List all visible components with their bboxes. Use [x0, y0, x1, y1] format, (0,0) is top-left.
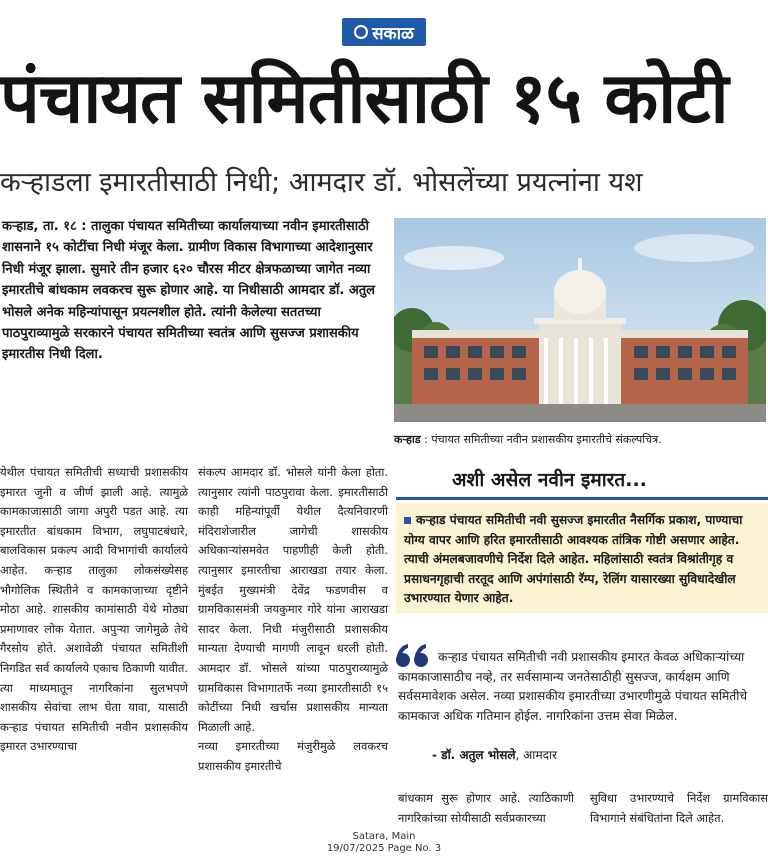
quote-text: [398, 648, 766, 748]
body-column-2: [198, 463, 388, 829]
logo-text: सकाळ: [372, 23, 414, 44]
body-column-3: [398, 789, 574, 831]
quote-author-title: , आमदार: [515, 748, 558, 762]
sidebar-text: कऱ्हाड पंचायत समितीची नवी सुसज्ज इमारतीत नैसर्गिक प्रकाश, पाण्याचा योग्य वापर आणि हरित इमारतीसाठी आवश्यक तांत्रिक गोष्टी असणार आहेत. त्याची अंमलबजावणीचे निर्देश दिले आहेत. महिलांसाठी स्वतंत्र विश्रांतीगृह व प्रसाधनगृहाची तरतूद आणि अपंगांसाठी रॅम्प, रेलिंग यासारख्या सुविधादेखील उभारण्यात येणार आहेत.: [404, 513, 743, 606]
footer-edition: Satara, Main: [352, 831, 416, 842]
logo-mark-icon: [354, 25, 368, 39]
building-rendering-photo: [394, 218, 766, 422]
bullet-square-icon: [404, 517, 411, 524]
quote-author: [432, 745, 732, 765]
body-text: संकल्प आमदार डॉ. भोसले यांनी केला होता. त्यानुसार त्यांनी पाठपुरावा केला. इमारतीसाठी काही महिन्यांपूर्वी येथील दैत्यनिवारणी मंदिराशेजारील जागेची शासकीय अधिकाऱ्यांसमवेत पाहणीही केली होती. त्यानुसार इमारतीचा आराखडा तयार केला. मुंबईत मुख्यमंत्री देवेंद्र फडणवीस व ग्रामविकासमंत्री जयकुमार गोरे यांना आराखडा सादर केला. निधी मंजुरीसाठी प्रशासकीय मान्यता देण्याची मागणी लावून धरली होती. आमदार डॉ. भोसले यांच्या पाठपुराव्यामुळे ग्रामविकास विभागातर्फे नव्या इमारतीसाठी १५ कोटींच्या निधी खर्चास प्रशासकीय मान्यता मिळाली आहे.: [198, 465, 388, 734]
body-column-4: [590, 789, 768, 831]
sidebar-title: अशी असेल नवीन इमारत...: [452, 469, 647, 491]
sidebar-divider: [396, 497, 768, 500]
lead-text: कऱ्हाड, ता. १८ : तालुका पंचायत समितीच्या कार्यालयाच्या नवीन इमारतीसाठी शासनाने १५ कोटींचा निधी मंजूर केला. ग्रामीण विकास विभागाच्या आदेशानुसार निधी मंजूर झाला. सुमारे तीन हजार ६२० चौरस मीटर क्षेत्रफळाच्या जागेत नव्या इमारतीचे बांधकाम लवकरच सुरू होणार आहे. या निधीसाठी आमदार डॉ. अतुल भोसले अनेक महिन्यांपासून प्रयत्नशील होते. त्यांनी केलेल्या सततच्या पाठपुराव्यामुळे सरकारने पंचायत समितीच्या स्वतंत्र आणि सुसज्ज प्रशासकीय इमारतीस निधी दिला.: [2, 219, 375, 363]
body-column-1: [0, 463, 188, 829]
lead-paragraph: [2, 216, 378, 431]
body-text: नव्या इमारतीच्या मंजुरीमुळे लवकरच प्रशासकीय इमारतीचे: [198, 739, 388, 773]
body-text: सुविधा उभारण्याचे निर्देश ग्रामविकास विभागाने संबंधितांना दिले आहेत.: [590, 791, 768, 825]
caption-text: : पंचायत समितीच्या नवीन प्रशासकीय इमारतीचे संकल्पचित्र.: [424, 433, 662, 446]
body-text: बांधकाम सुरू होणार आहे. त्याठिकाणी नागरिकांच्या सोयीसाठी सर्वप्रकारच्या: [398, 791, 574, 825]
sidebar-box: [396, 503, 768, 613]
subheadline: कऱ्हाडला इमारतीसाठी निधी; आमदार डॉ. भोसलेंच्या प्रयत्नांना यश: [0, 167, 643, 198]
caption-place: कऱ्हाड: [394, 433, 421, 446]
footer-date-page: 19/07/2025 Page No. 3: [326, 843, 442, 854]
body-text: येथील पंचायत समितीची सध्याची प्रशासकीय इमारत जुनी व जीर्ण झाली आहे. त्यामुळे कामकाजासाठी जागा अपुरी पडत आहे. त्या इमारतीत बांधकाम विभाग, लघुपाटबंधारे, बालविकास प्रकल्प आदी विभागांची कार्यालये आहेत. कऱ्हाड तालुका लोकसंख्येसह भौगोलिक स्थितीने व कामकाजाच्या दृष्टीने मोठा आहे. शासकीय कामांसाठी येथे मोठ्या प्रमाणावर लोक येतात. अपुऱ्या जागेमुळे तेथे गैरसोय होते. अशावेळी पंचायत समितीशी निगडित सर्व कार्यालये एकाच ठिकाणी यावीत. त्या माध्यमातून नागरिकांना सुलभपणे शासकीय सेवांचा लाभ घेता यावा, यासाठी कऱ्हाड पंचायत समितीची नवीन प्रशासकीय इमारत उभारण्याचा: [0, 465, 188, 754]
quote-author-name: - डॉ. अतुल भोसले: [432, 748, 516, 762]
page-footer: [284, 831, 484, 856]
masthead-logo: [342, 18, 426, 46]
photo-caption: [394, 430, 766, 450]
headline: पंचायत समितीसाठी १५ कोटी: [0, 57, 728, 139]
quote-body: कऱ्हाड पंचायत समितीची नवी प्रशासकीय इमारत केवळ अधिकाऱ्यांच्या कामकाजासाठीच नव्हे, तर सर्वसामान्य जनतेसाठीही सुसज्ज, कार्यक्षम आणि सर्वसमावेशक असेल. नव्या प्रशासकीय इमारतीच्या उभारणीमुळे पंचायत समितीचे कामकाज अधिक गतिमान होईल. नागरिकांना उत्तम सेवा मिळेल.: [398, 650, 748, 723]
